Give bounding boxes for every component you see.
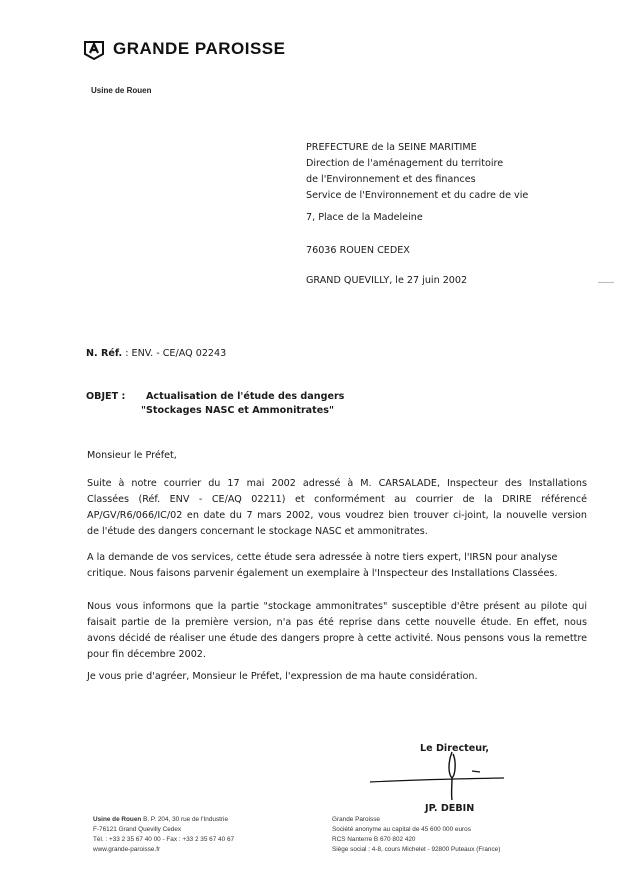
- footer-postal: F-76121 Grand Quevilly Cedex: [93, 826, 182, 833]
- footer-left: [93, 815, 234, 855]
- paragraph-line: avons décidé de réaliser une étude des dangers propre à cette activité. Nous pensons vous la remettre: [87, 633, 587, 644]
- paragraph-line: AP/GV/R6/066/IC/02 en date du 7 mars 2002, vous voudrez bien trouver ci-joint, la nouvelle version: [87, 510, 587, 521]
- reference-line: [86, 348, 226, 359]
- signatory-name: JP. DEBIN: [425, 803, 475, 814]
- paragraph-1: [87, 476, 587, 540]
- footer-website: www.grande-paroisse.fr: [93, 846, 161, 853]
- salutation: Monsieur le Préfet,: [87, 450, 177, 461]
- footer-rcs: RCS Nanterre B 670 802 420: [332, 836, 416, 843]
- paragraph-line: Nous vous informons que la partie "stockage ammonitrates" susceptible d'être présent au pilote qui: [87, 601, 587, 612]
- reference-value: : ENV. - CE/AQ 02243: [125, 348, 227, 359]
- subject-line-1: Actualisation de l'étude des dangers: [146, 391, 345, 402]
- company-logo: [83, 38, 286, 60]
- site-label: Usine de Rouen: [91, 86, 152, 95]
- paragraph-line: Je vous prie d'agréer, Monsieur le Préfet, l'expression de ma haute considération.: [87, 671, 478, 682]
- paragraph-line: Suite à notre courrier du 17 mai 2002 adressé à M. CARSALADE, Inspecteur des Installations: [87, 478, 587, 489]
- closing-paragraph: [87, 669, 587, 685]
- footer-site-name: Usine de Rouen: [93, 816, 142, 823]
- paragraph-3: [87, 599, 587, 663]
- recipient-line: PREFECTURE de la SEINE MARITIME: [306, 142, 477, 153]
- margin-mark: [598, 282, 614, 283]
- footer-right: [332, 815, 500, 855]
- recipient-city: 76036 ROUEN CEDEX: [306, 245, 410, 256]
- recipient-street: 7, Place de la Madeleine: [306, 212, 423, 223]
- recipient-block: [306, 140, 528, 204]
- recipient-line: de l'Environnement et des finances: [306, 174, 476, 185]
- paragraph-line: critique. Nous faisons parvenir également un exemplaire à l'Inspecteur des Installations Classées.: [87, 568, 558, 579]
- paragraph-line: faisait partie de la première version, n'a pas été reprise dans cette nouvelle étude. En effet, nous: [87, 617, 587, 628]
- paragraph-2: [87, 550, 587, 582]
- recipient-line: Service de l'Environnement et du cadre de vie: [306, 190, 529, 201]
- subject-label: OBJET :: [86, 391, 126, 402]
- handwritten-signature: [368, 748, 508, 808]
- place-and-date: GRAND QUEVILLY, le 27 juin 2002: [306, 275, 468, 286]
- paragraph-line: pour fin décembre 2002.: [87, 649, 206, 660]
- footer-capital: Société anonyme au capital de 45 600 000 euros: [332, 826, 471, 833]
- paragraph-line: A la demande de vos services, cette étude sera adressée à notre tiers expert, l'IRSN pour analyse: [87, 552, 558, 563]
- paragraph-line: Classées (Réf. ENV - CE/AQ 02211) et conformément au courrier de la DRIRE référencé: [87, 494, 587, 505]
- signatory-title: Le Directeur,: [420, 743, 490, 754]
- footer-site-address: B. P. 204, 30 rue de l'Industrie: [141, 816, 229, 823]
- footer-company: Grande Paroisse: [332, 816, 380, 823]
- reference-label: N. Réf.: [86, 348, 123, 359]
- recipient-line: Direction de l'aménagement du territoire: [306, 158, 504, 169]
- subject-line-2: "Stockages NASC et Ammonitrates": [141, 405, 334, 416]
- brand-name: GRANDE PAROISSE: [113, 39, 286, 58]
- footer-phone-fax: Tél. : +33 2 35 67 40 00 - Fax : +33 2 35 67 40 67: [93, 836, 235, 843]
- grande-paroisse-logo-icon: [83, 38, 105, 60]
- paragraph-line: de l'étude des dangers concernant le stockage NASC et ammonitrates.: [87, 526, 428, 537]
- footer-head-office: Siège social : 4-8, cours Michelet - 92800 Puteaux (France): [332, 846, 501, 853]
